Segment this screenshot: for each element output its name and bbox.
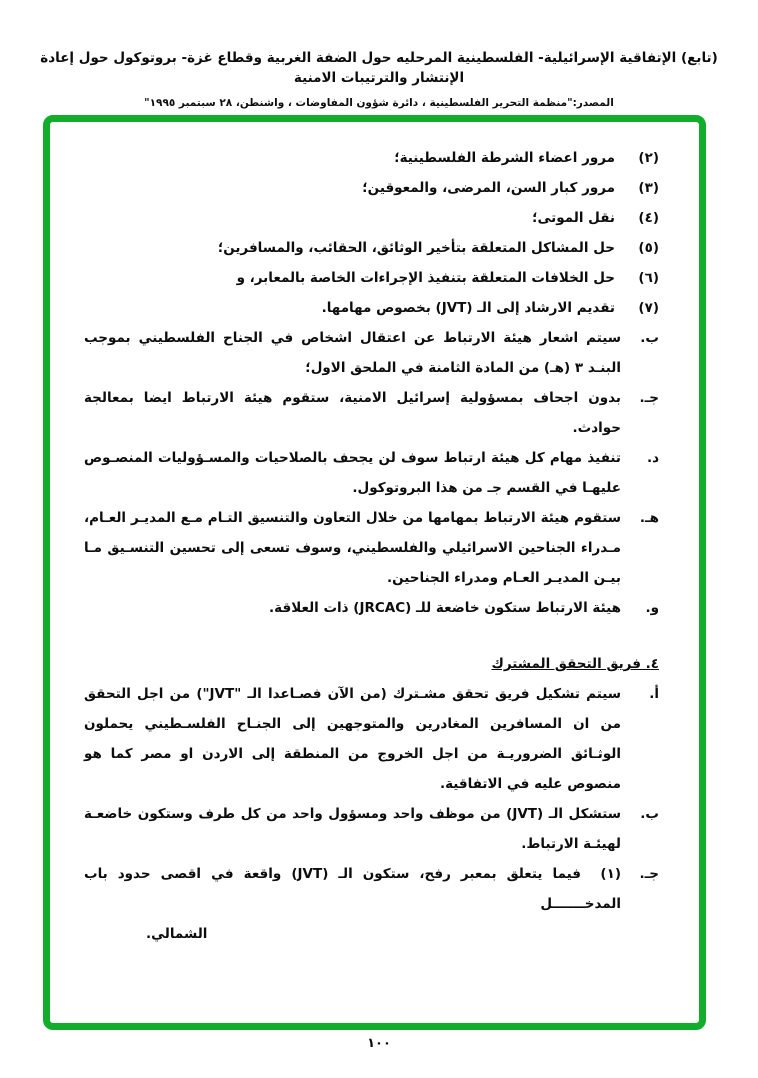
paragraph-text: ستقوم هيئة الارتباط بمهامها من خلال التعاون والتنسيق التـام مـع المديـر العـام، مـدراء الجناحين الاسرائيلي والفلسطيني، وسوف تسعى إلى تحسين التنسـيق مـا بيـن المديـر العـام ومدراء الجناحين. bbox=[84, 510, 621, 586]
list-item-5 bbox=[84, 233, 659, 263]
item-letter: جـ. bbox=[639, 390, 659, 406]
paragraph-d bbox=[84, 443, 659, 503]
item-letter: د. bbox=[646, 450, 659, 466]
item-number: (٦) bbox=[638, 270, 659, 286]
paragraph-text: ستشكل الـ (JVT) من موظف واحد ومسؤول واحد من كل طرف وستكون خاضعـة لهيئـة الارتباط. bbox=[84, 806, 621, 852]
item-letter: جـ. bbox=[639, 866, 660, 882]
paragraph-text: تنفيذ مهام كل هيئة ارتباط سوف لن يجحف بالصلاحيات والمسـؤوليات المنصـوص عليهـا في القسم جـ من هذا البروتوكول. bbox=[84, 450, 621, 496]
item-number: (٣) bbox=[638, 180, 659, 196]
item-letter: أ. bbox=[649, 686, 659, 702]
item-text: نقل الموتى؛ bbox=[532, 210, 615, 226]
content-frame bbox=[43, 115, 706, 1030]
paragraph-text: سيتم اشعار هيئة الارتباط عن اعتقال اشخاص في الجناح الفلسطيني بموجب البنـد ٣ (هـ) من المادة الثامنة في الملحق الاول؛ bbox=[84, 330, 621, 376]
item-letter: و. bbox=[645, 600, 659, 616]
paragraph-h bbox=[84, 503, 659, 593]
section4-paragraph-j-continuation: الشمالي. bbox=[146, 926, 208, 942]
list-item-3 bbox=[84, 173, 659, 203]
item-text: تقديم الارشاد إلى الـ (JVT) بخصوص مهامها. bbox=[321, 300, 615, 316]
item-number: (٢) bbox=[638, 150, 659, 166]
list-item-7 bbox=[84, 293, 659, 323]
list-item-6 bbox=[84, 263, 659, 293]
item-text: حل المشاكل المتعلقة بتأخير الوثائق، الحقائب، والمسافرين؛ bbox=[217, 240, 615, 256]
item-text: مرور كبار السن، المرضى، والمعوقين؛ bbox=[362, 180, 615, 196]
paragraph-text: هيئة الارتباط ستكون خاضعة للـ (JRCAC) ذات العلاقة. bbox=[269, 600, 621, 616]
section4-paragraph-j bbox=[84, 859, 659, 919]
paragraph-text: سيتم تشكيل فريق تحقق مشـترك (من الآن فصـاعدا الـ "JVT") من اجل التحقق من ان المسافرين المغادرين والمتوجهين إلى الجنـاح الفلسـطيني يحملون الوثـائق الضروريـة من اجل الخروج من المنطقة إلى الاردن او مصر كما هو منصوص عليه في الاتفاقية. bbox=[84, 686, 621, 792]
item-number: (٧) bbox=[638, 300, 659, 316]
paragraph-w bbox=[84, 593, 659, 623]
document-header bbox=[0, 48, 758, 109]
item-letter: هـ. bbox=[639, 510, 659, 526]
item-text: مرور اعضاء الشرطة الفلسطينية؛ bbox=[394, 150, 615, 166]
header-title: (تابع) الإتفاقية الإسرائيلية- الفلسطينية المرحليه حول الضفة الغربية وقطاع غزة- بروتوكول حول إعادة الإنتشار والترتيبات الامنية bbox=[40, 50, 718, 86]
page-number: ١٠٠ bbox=[367, 1036, 391, 1051]
section-4-heading: ٤. فريق التحقق المشترك bbox=[491, 656, 659, 672]
paragraph-text: بدون اجحاف بمسؤولية إسرائيل الامنية، ستقوم هيئة الارتباط ايضا بمعالجة حوادث. bbox=[84, 390, 621, 436]
document-body bbox=[50, 122, 699, 949]
section4-paragraph-a bbox=[84, 679, 659, 799]
item-subnumber: (١) bbox=[600, 866, 622, 882]
paragraph-b bbox=[84, 323, 659, 383]
paragraph-j bbox=[84, 383, 659, 443]
item-text: حل الخلافات المتعلقة بتنفيذ الإجراءات الخاصة بالمعابر، و bbox=[236, 270, 615, 286]
item-number: (٤) bbox=[638, 210, 659, 226]
item-letter: ب. bbox=[640, 806, 659, 822]
section4-paragraph-b bbox=[84, 799, 659, 859]
item-letter: ب. bbox=[640, 330, 659, 346]
list-item-4 bbox=[84, 203, 659, 233]
item-number: (٥) bbox=[638, 240, 659, 256]
paragraph-text: فيما يتعلق بمعبر رفح، ستكون الـ (JVT) واقعة في اقصى حدود باب المدخـــــــل bbox=[84, 866, 621, 912]
header-source: المصدر:"منظمة التحرير الفلسطينية ، دائرة شؤون المفاوضات ، واشنطن، ٢٨ سبتمبر ١٩٩٥" bbox=[144, 97, 614, 109]
list-item-2 bbox=[84, 143, 659, 173]
